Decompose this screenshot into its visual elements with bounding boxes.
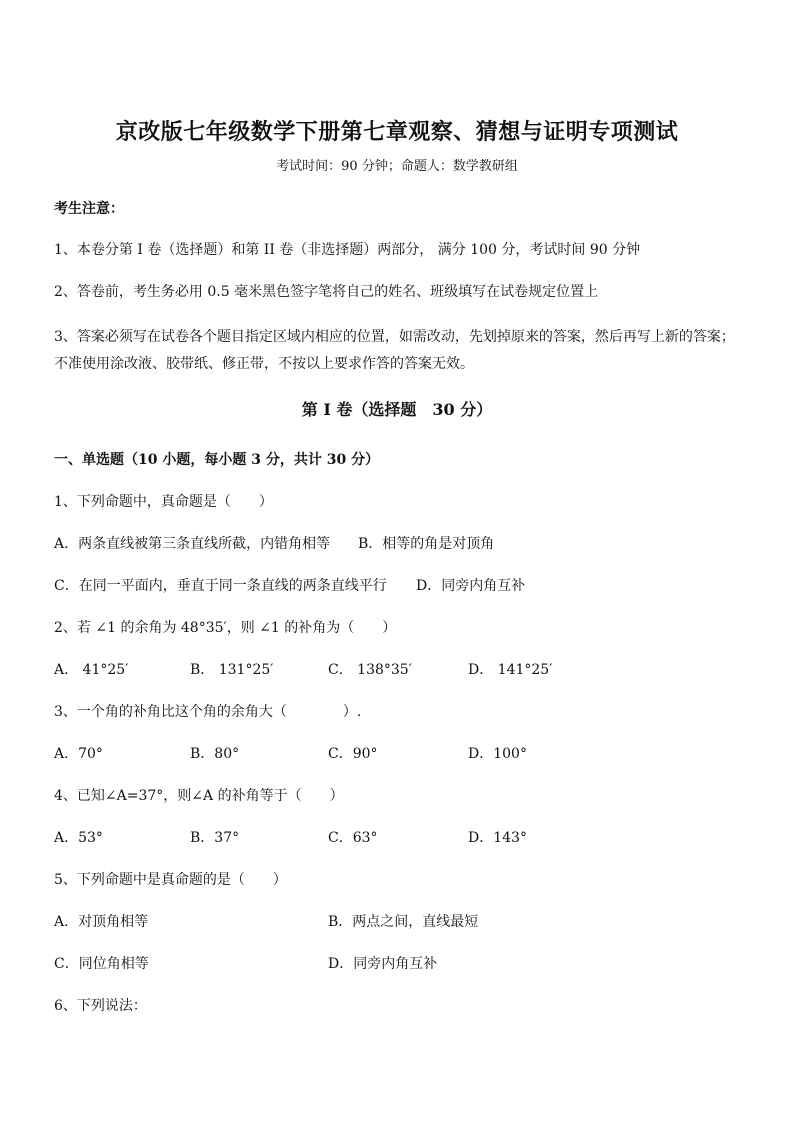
question-2-option-d: D． 141°25′ xyxy=(468,662,553,678)
question-1-option-d: D．同旁内角互补 xyxy=(416,578,526,594)
question-5-option-c: C．同位角相等 xyxy=(54,956,149,972)
question-3-option-d: D．100° xyxy=(468,746,527,762)
question-3-option-c: C．90° xyxy=(328,746,378,762)
question-2-option-b: B． 131°25′ xyxy=(190,662,274,678)
part1-title: 第 I 卷（选择题 30 分） xyxy=(301,400,493,419)
notice-heading: 考生注意： xyxy=(54,201,124,217)
notice-item-2: 2、答卷前，考生务必用 0.5 毫米黑色签字笔将自己的姓名、班级填写在试卷规定位置上 xyxy=(54,284,599,300)
question-3-option-b: B．80° xyxy=(190,746,240,762)
section-title: 一、单选题（10 小题，每小题 3 分，共计 30 分） xyxy=(54,452,380,468)
question-2-option-a: A． 41°25′ xyxy=(54,662,129,678)
question-1-option-b: B．相等的角是对顶角 xyxy=(358,536,495,552)
question-3-option-a: A．70° xyxy=(54,746,103,762)
notice-item-3: 3、答案必须写在试卷各个题目指定区域内相应的位置，如需改动，先划掉原来的答案，然后再写上新的答案；不准使用涂改液、胶带纸、修正带，不按以上要求作答的答案无效。 xyxy=(54,329,735,372)
question-4-stem: 4、已知∠A=37°，则∠A 的补角等于（ ） xyxy=(54,788,344,804)
question-5-option-a: A．对顶角相等 xyxy=(54,914,149,930)
notice-item-1: 1、本卷分第 I 卷（选择题）和第 II 卷（非选择题）两部分， 满分 100 分，考试时间 90 分钟 xyxy=(54,242,641,258)
question-2-stem: 2、若 ∠1 的余角为 48°35′，则 ∠1 的补角为（ ） xyxy=(54,620,397,636)
question-4-option-c: C．63° xyxy=(328,830,378,846)
question-5-option-b: B．两点之间，直线最短 xyxy=(328,914,479,930)
question-1-stem: 1、下列命题中，真命题是（ ） xyxy=(54,494,273,510)
question-1-option-c: C．在同一平面内，垂直于同一条直线的两条直线平行 xyxy=(54,578,387,594)
question-2-option-c: C． 138°35′ xyxy=(328,662,412,678)
question-4-option-a: A．53° xyxy=(54,830,103,846)
question-4-option-d: D．143° xyxy=(468,830,527,846)
exam-subtitle: 考试时间：90 分钟；命题人：数学教研组 xyxy=(276,159,518,174)
question-6-stem: 6、下列说法： xyxy=(54,998,147,1014)
question-5-option-d: D．同旁内角互补 xyxy=(328,956,438,972)
exam-title: 京改版七年级数学下册第七章观察、猜想与证明专项测试 xyxy=(115,119,679,145)
question-1-option-a: A．两条直线被第三条直线所截，内错角相等 xyxy=(54,536,331,552)
question-3-stem: 3、一个角的补角比这个角的余角大（ ）. xyxy=(54,704,362,720)
question-4-option-b: B．37° xyxy=(190,830,240,846)
question-5-stem: 5、下列命题中是真命题的是（ ） xyxy=(54,872,287,888)
